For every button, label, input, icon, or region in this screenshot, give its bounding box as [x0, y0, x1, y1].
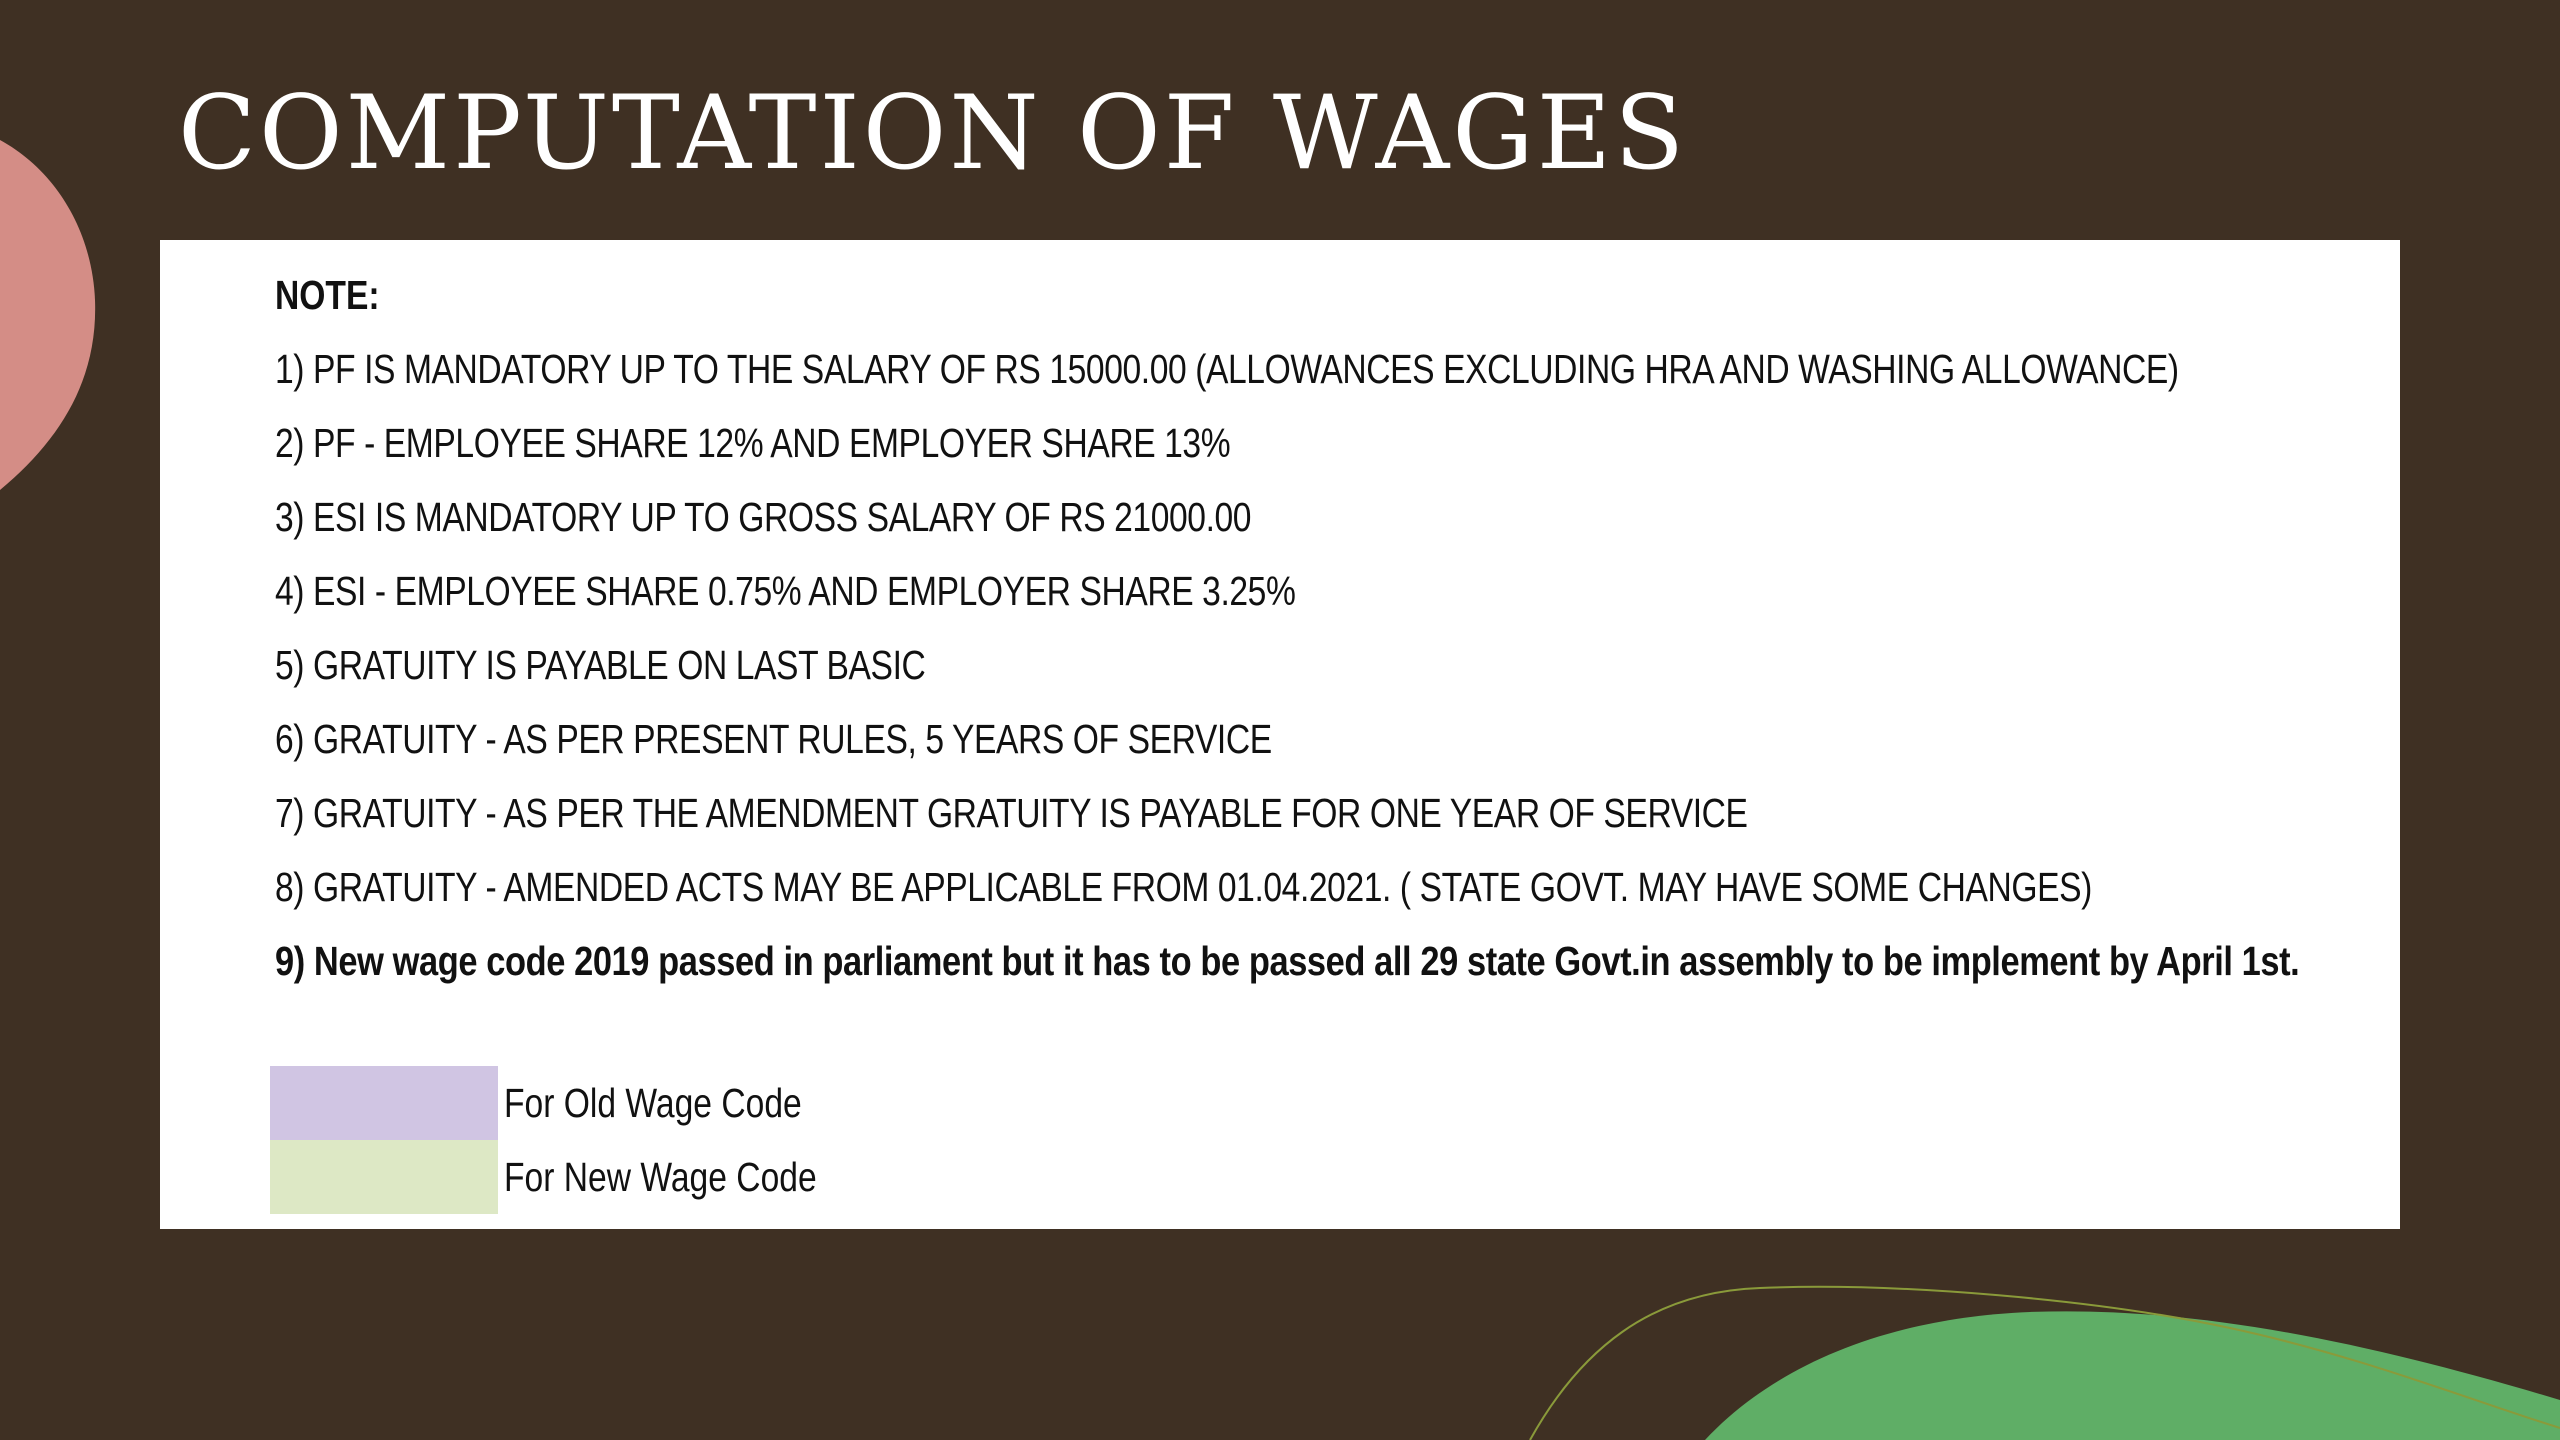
legend-row-new-wage-code	[270, 1140, 1070, 1214]
pink-blob-shape	[0, 140, 95, 490]
page-title: COMPUTATION OF WAGES	[178, 74, 1688, 193]
note-item: 4) ESI - EMPLOYEE SHARE 0.75% AND EMPLOYER SHARE 3.25%	[275, 568, 1296, 614]
note-item: 8) GRATUITY - AMENDED ACTS MAY BE APPLICABLE FROM 01.04.2021. ( STATE GOVT. MAY HAVE SOME CHANGES)	[275, 864, 2092, 910]
note-item: 3) ESI IS MANDATORY UP TO GROSS SALARY OF RS 21000.00	[275, 494, 1252, 540]
legend-label-old-wage-code: For Old Wage Code	[504, 1080, 802, 1126]
note-card	[160, 240, 2400, 1229]
legend-swatch-new-wage-code	[270, 1140, 498, 1214]
note-item: 5) GRATUITY IS PAYABLE ON LAST BASIC	[275, 642, 926, 688]
legend-label-new-wage-code: For New Wage Code	[504, 1154, 817, 1200]
note-item: 6) GRATUITY - AS PER PRESENT RULES, 5 YEARS OF SERVICE	[275, 716, 1272, 762]
note-item: 1) PF IS MANDATORY UP TO THE SALARY OF RS 15000.00 (ALLOWANCES EXCLUDING HRA AND WASHING ALLOWANCE)	[275, 346, 2179, 392]
note-heading: NOTE:	[275, 272, 380, 318]
note-item: 2) PF - EMPLOYEE SHARE 12% AND EMPLOYER SHARE 13%	[275, 420, 1231, 466]
note-item: 7) GRATUITY - AS PER THE AMENDMENT GRATUITY IS PAYABLE FOR ONE YEAR OF SERVICE	[275, 790, 1748, 836]
legend-swatch-old-wage-code	[270, 1066, 498, 1140]
legend-row-old-wage-code	[270, 1066, 1070, 1140]
note-item-highlight: 9) New wage code 2019 passed in parliament but it has to be passed all 29 state Govt.in assembly to be implement by April 1st.	[275, 938, 2300, 984]
note-section	[275, 258, 2375, 998]
legend	[270, 1066, 1070, 1214]
green-blob-shape	[1705, 1311, 2560, 1440]
